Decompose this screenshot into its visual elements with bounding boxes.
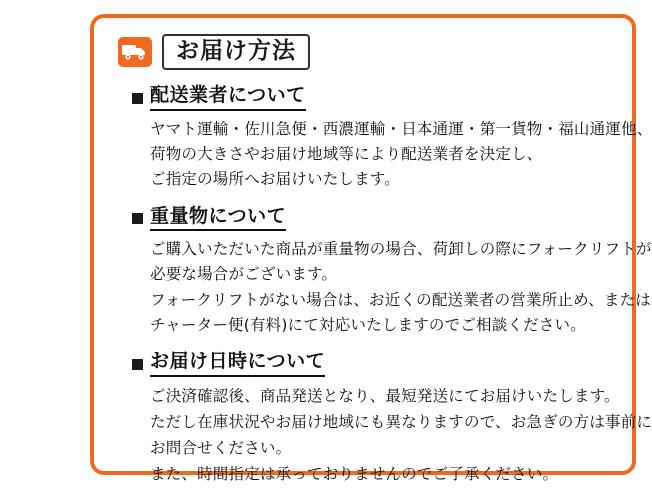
- square-bullet-icon: [132, 359, 143, 370]
- section-body: [118, 383, 652, 487]
- body-line: お問合せください。: [150, 438, 292, 457]
- body-line: チャーター便(有料)にて対応いたしますのでご相談ください。: [150, 315, 586, 334]
- square-bullet-icon: [132, 213, 143, 224]
- section-delivery-datetime: [118, 349, 652, 487]
- body-line: ご指定の場所へお届けいたします。: [150, 170, 400, 189]
- body-line: 必要な場合がございます。: [150, 265, 338, 284]
- section-heading: 重量物について: [150, 205, 286, 232]
- section-heading-row: [118, 350, 612, 377]
- section-heading: 配送業者について: [150, 84, 306, 111]
- section-heading-row: [118, 84, 612, 111]
- section-heading: お届け日時について: [150, 350, 325, 377]
- card-title: お届け方法: [162, 34, 310, 70]
- delivery-truck-icon: [118, 37, 152, 67]
- body-line: ご購入いただいた商品が重量物の場合、荷卸しの際にフォークリフトが: [150, 240, 652, 259]
- square-bullet-icon: [132, 93, 143, 104]
- body-line: ご決済確認後、商品発送となり、最短発送にてお届けいたします。: [150, 386, 620, 405]
- section-body: [118, 237, 652, 337]
- section-body: [118, 117, 652, 192]
- card-header: [118, 34, 612, 70]
- card-content: [94, 18, 652, 483]
- section-heading-row: [118, 205, 612, 232]
- delivery-info-card: [90, 14, 652, 483]
- section-shipping-carriers: [118, 84, 652, 192]
- body-line: ただし在庫状況やお届け地域にも異なりますので、お急ぎの方は事前に: [150, 412, 652, 431]
- section-heavy-items: [118, 204, 652, 338]
- body-line: フォークリフトがない場合は、お近くの配送業者の営業所止め、または: [150, 290, 652, 309]
- body-line: 荷物の大きさやお届け地域等により配送業者を決定し、: [150, 145, 543, 164]
- body-line: また、時間指定は承っておりませんのでご了承ください。: [150, 464, 559, 483]
- body-line: ヤマト運輸・佐川急便・西濃運輸・日本通運・第一貨物・福山通運他、: [150, 120, 652, 139]
